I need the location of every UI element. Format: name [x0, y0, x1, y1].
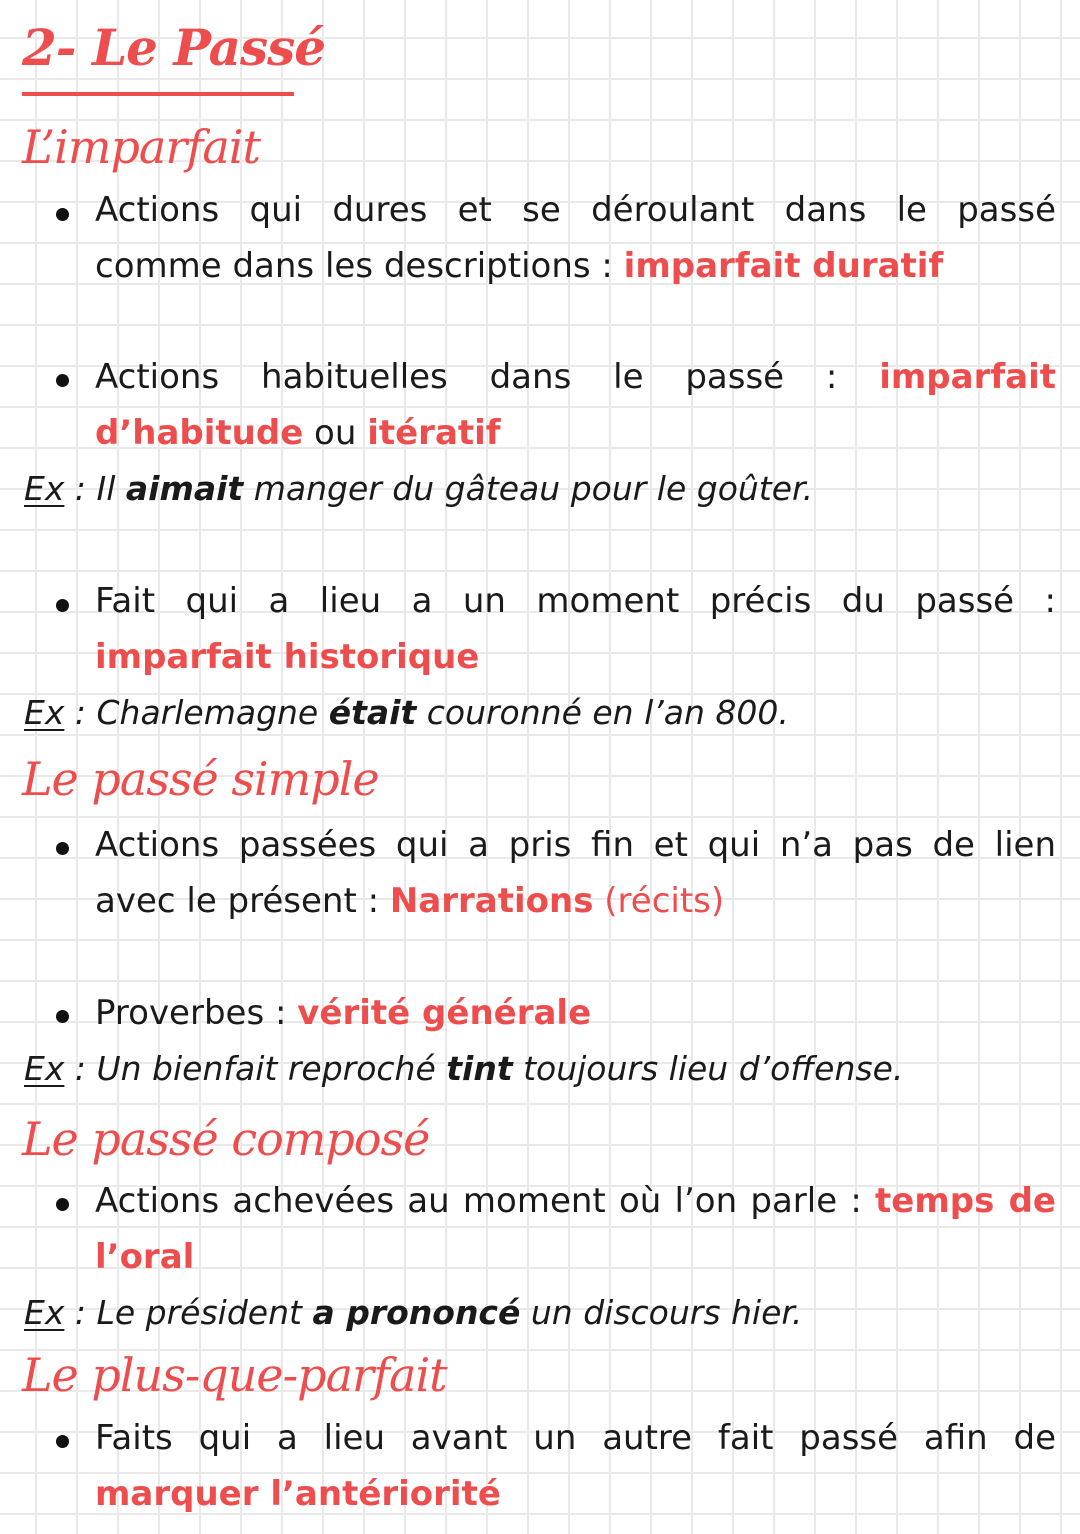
bullet-dot	[56, 599, 69, 612]
bullet-text-line: Actions passées qui a pris fin et qui n’a pas de lien	[95, 825, 1056, 865]
bullet-dot	[56, 842, 69, 855]
example-text: toujours lieu d’offense.	[512, 1049, 904, 1088]
example-text: : Le président	[64, 1293, 313, 1332]
bullet-dot	[56, 208, 69, 221]
bullet-text-line: Actions qui dures et se déroulant dans le passé	[95, 190, 1056, 230]
highlight-term: imparfait duratif	[623, 246, 944, 286]
title-underline	[22, 92, 294, 96]
highlight-term: marquer l’antériorité	[95, 1474, 501, 1514]
highlight-term: imparfait	[879, 357, 1056, 397]
bullet-dot	[56, 1010, 69, 1023]
bullet-text: comme dans les descriptions :	[95, 246, 624, 286]
example-label: Ex	[24, 1293, 65, 1332]
bullet-dot	[56, 1198, 69, 1211]
bullet-text-line	[95, 1173, 1056, 1229]
example-label: Ex	[24, 469, 65, 508]
bullet-text-line	[95, 629, 479, 685]
section-heading-passe-compose: Le passé composé	[22, 1112, 430, 1166]
section-heading-plus-que-parfait: Le plus-que-parfait	[22, 1348, 447, 1402]
bullet-text-line	[95, 985, 591, 1041]
bullet-text: Actions achevées au moment où l’on parle :	[95, 1181, 876, 1221]
highlight-term: temps de	[875, 1181, 1056, 1221]
highlight-term: imparfait historique	[95, 637, 480, 677]
example-text: couronné en l’an 800.	[416, 693, 789, 732]
example-label: Ex	[24, 1049, 65, 1088]
highlight-paren: (récits)	[593, 881, 725, 921]
example-text: un discours hier.	[520, 1293, 803, 1332]
example-text: manger du gâteau pour le goûter.	[243, 469, 814, 508]
section-heading-imparfait: L’imparfait	[22, 120, 260, 174]
highlight-term: Narrations	[389, 881, 594, 921]
highlight-term: l’oral	[95, 1237, 195, 1277]
page-title: 2- Le Passé	[22, 18, 326, 77]
highlight-term: itératif	[367, 413, 501, 453]
example-text: : Il	[64, 469, 126, 508]
bullet-text-line	[95, 405, 501, 461]
highlight-term: d’habitude	[95, 413, 304, 453]
example-line	[24, 1041, 903, 1097]
example-label: Ex	[24, 693, 65, 732]
example-line	[24, 685, 789, 741]
bullet-text: Proverbes :	[95, 993, 298, 1033]
bullet-text: avec le présent :	[95, 881, 390, 921]
bullet-text-line	[95, 238, 943, 294]
bullet-text: ou	[303, 413, 368, 453]
example-verb: aimait	[125, 469, 244, 508]
bullet-text-line: Faits qui a lieu avant un autre fait passé afin de	[95, 1418, 1056, 1458]
example-text: : Charlemagne	[64, 693, 329, 732]
example-verb: a prononcé	[312, 1293, 521, 1332]
bullet-dot	[56, 374, 69, 387]
bullet-dot	[56, 1435, 69, 1448]
bullet-text: Actions habituelles dans le passé :	[95, 357, 880, 397]
example-line	[24, 1285, 802, 1341]
example-line	[24, 461, 813, 517]
bullet-text-line	[95, 873, 724, 929]
highlight-term: vérité générale	[297, 993, 592, 1033]
bullet-text-line	[95, 1229, 194, 1285]
bullet-text-line	[95, 1466, 501, 1522]
example-verb: était	[328, 693, 417, 732]
example-verb: tint	[446, 1049, 513, 1088]
example-text: : Un bienfait reproché	[64, 1049, 447, 1088]
section-heading-passe-simple: Le passé simple	[22, 752, 379, 806]
bullet-text-line	[95, 349, 1056, 405]
bullet-text-line: Fait qui a lieu a un moment précis du passé :	[95, 581, 1056, 621]
